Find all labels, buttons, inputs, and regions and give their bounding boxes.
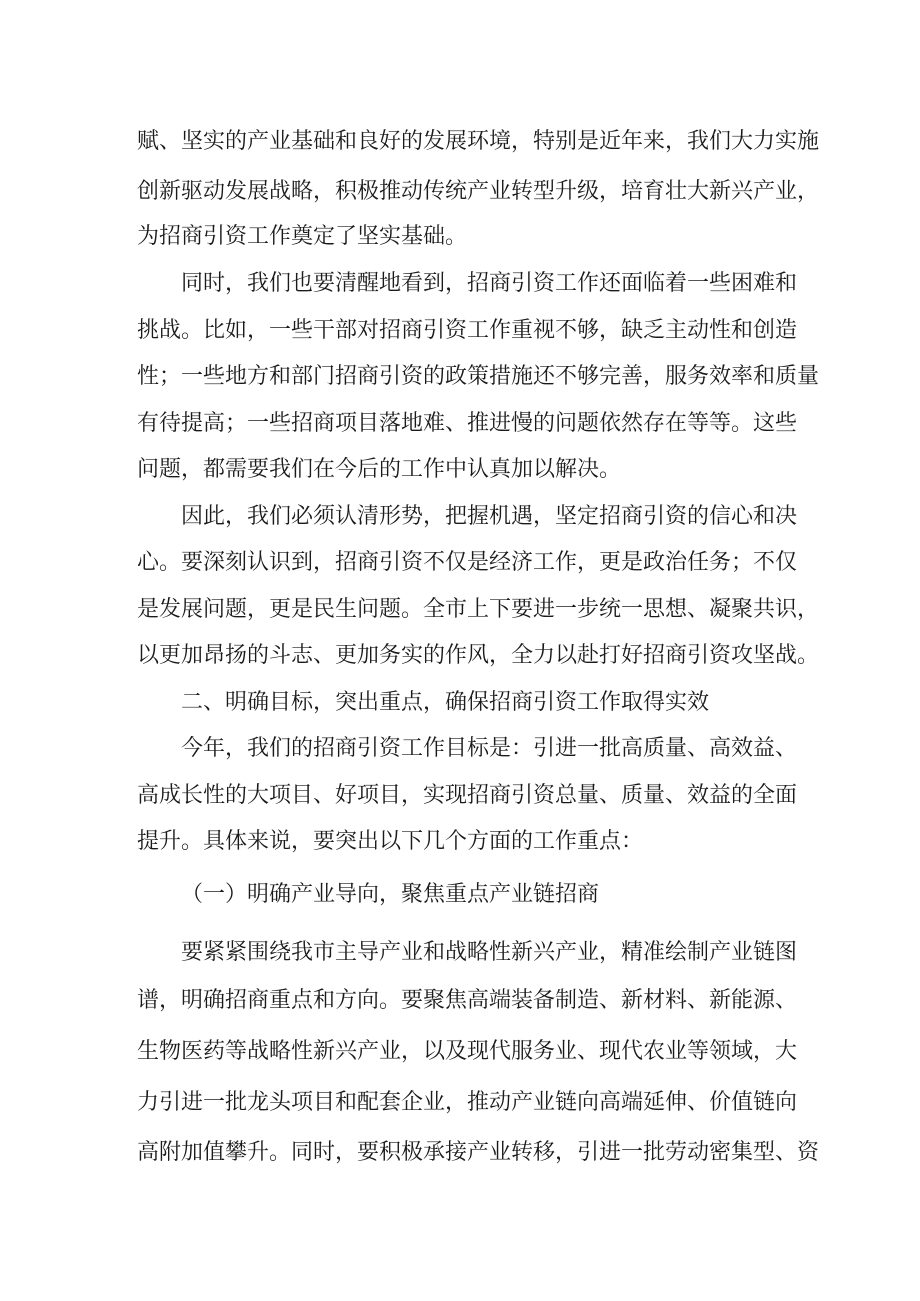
text-line: 挑战。比如，一些干部对招商引资工作重视不够，缺乏主动性和创造 (137, 318, 798, 343)
text-line: 问题，都需要我们在今后的工作中认真加以解决。 (137, 457, 622, 482)
text-line: 是发展问题，更是民生问题。全市上下要进一步统一思想、凝聚共识， (137, 597, 820, 622)
text-line: 有待提高；一些招商项目落地难、推进慢的问题依然存在等等。这些 (137, 411, 798, 436)
text-line: 赋、坚实的产业基础和良好的发展环境，特别是近年来，我们大力实施 (137, 129, 820, 154)
text-line: 谱，明确招商重点和方向。要聚焦高端装备制造、新材料、新能源、 (137, 988, 798, 1013)
text-line: 性；一些地方和部门招商引资的政策措施还不够完善，服务效率和质量 (137, 364, 820, 389)
section-heading: 二、明确目标，突出重点，确保招商引资工作取得实效 (181, 690, 710, 715)
text-line: 生物医药等战略性新兴产业，以及现代服务业、现代农业等领域，大 (137, 1039, 798, 1064)
text-line: 高成长性的大项目、好项目，实现招商引资总量、质量、效益的全面 (137, 783, 798, 808)
paragraph-first-line: 要紧紧围绕我市主导产业和战略性新兴产业，精准绘制产业链图 (181, 940, 798, 965)
paragraph-first-line: 因此，我们必须认清形势，把握机遇，坚定招商引资的信心和决 (181, 504, 798, 529)
text-line: 力引进一批龙头项目和配套企业，推动产业链向高端延伸、价值链向 (137, 1090, 798, 1115)
text-line: 高附加值攀升。同时，要积极承接产业转移，引进一批劳动密集型、资 (137, 1140, 820, 1165)
text-line: 提升。具体来说，要突出以下几个方面的工作重点： (137, 829, 644, 854)
paragraph-first-line: 今年，我们的招商引资工作目标是：引进一批高质量、高效益、 (181, 736, 798, 761)
text-line: 心。要深刻认识到，招商引资不仅是经济工作，更是政治任务；不仅 (137, 550, 798, 575)
text-line: 以更加昂扬的斗志、更加务实的作风，全力以赴打好招商引资攻坚战。 (137, 643, 820, 668)
subsection-heading: （一）明确产业导向，聚焦重点产业链招商 (181, 882, 600, 907)
text-line: 为招商引资工作奠定了坚实基础。 (137, 224, 468, 249)
text-line: 创新驱动发展战略，积极推动传统产业转型升级，培育壮大新兴产业， (137, 179, 820, 204)
paragraph-first-line: 同时，我们也要清醒地看到，招商引资工作还面临着一些困难和 (181, 271, 798, 296)
